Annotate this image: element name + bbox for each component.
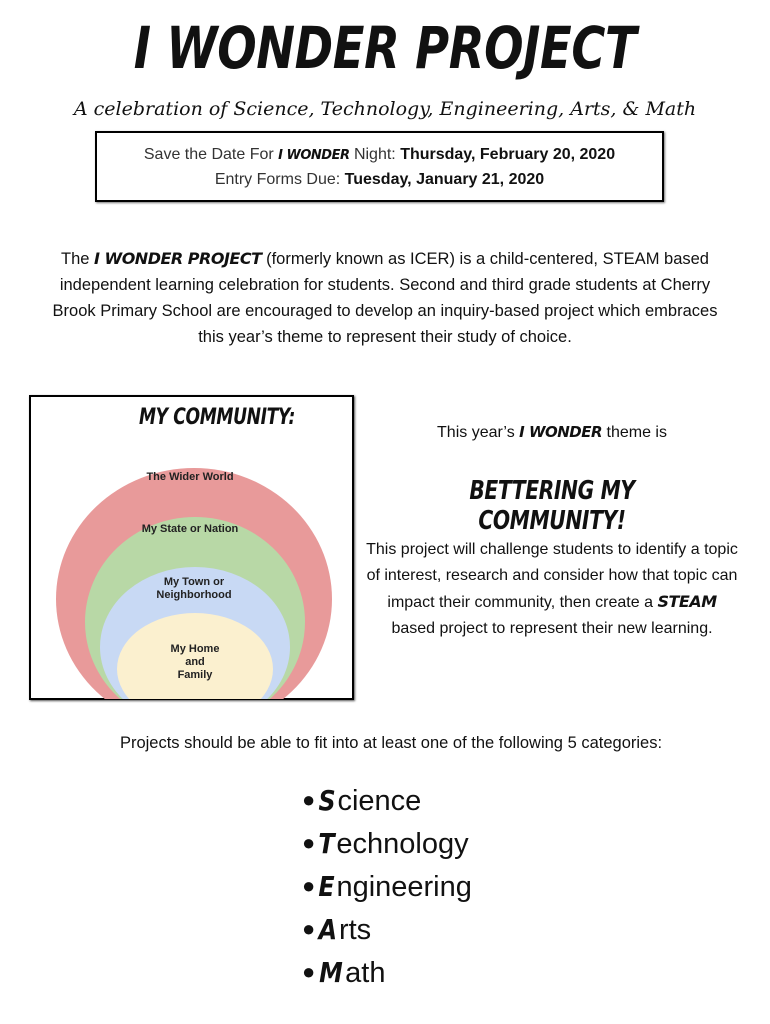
category-rest: cience xyxy=(337,785,422,817)
bullet-icon: ● xyxy=(302,959,316,984)
theme-desc-part1: This project will challenge students to identify a topic of interest, research and consider how that topic can impact their community, then create a xyxy=(366,541,738,611)
intro-text: (formerly known as ICER) is a child-centered, STEAM based independent learning celebration for students. Second and third grade students at Cherry Brook Primary School are encouraged to develop an inquiry-based project which embraces this year’s theme to represent their study of choice. xyxy=(52,250,718,346)
entry-due-prefix: Entry Forms Due: xyxy=(214,171,345,188)
theme-desc-part2: based project to represent their new learning. xyxy=(391,620,713,637)
save-the-date-box xyxy=(95,131,664,202)
event-date-middle: Night: xyxy=(349,146,401,163)
theme-name-text: BETTERING MY COMMUNITY! xyxy=(469,476,635,536)
theme-description xyxy=(366,537,738,642)
event-date-line xyxy=(97,144,662,167)
label-state-nation: My State or Nation xyxy=(141,523,239,535)
subtitle: A celebration of Science, Technology, Engineering, Arts, & Math xyxy=(73,98,697,120)
bullet-icon: ● xyxy=(302,787,316,812)
bullet-icon: ● xyxy=(302,830,316,855)
event-date-prefix: Save the Date For xyxy=(143,146,279,163)
title-text: I WONDER PROJECT xyxy=(133,14,637,82)
theme-intro-brand: I WONDER xyxy=(519,423,603,441)
label-town-1: My Town or xyxy=(163,576,225,588)
category-rest: ath xyxy=(345,957,386,989)
intro-paragraph xyxy=(40,246,730,350)
event-date: Thursday, February 20, 2020 xyxy=(400,146,616,163)
intro-brand: I WONDER PROJECT xyxy=(94,249,262,268)
entry-due-date: Tuesday, January 21, 2020 xyxy=(344,171,545,188)
category-initial: A xyxy=(318,913,338,946)
list-item-science xyxy=(302,778,472,821)
theme-intro xyxy=(370,423,734,442)
page-title xyxy=(0,14,770,82)
community-title xyxy=(117,404,317,430)
category-initial: E xyxy=(318,870,336,903)
categories-list xyxy=(302,778,472,993)
category-rest: echnology xyxy=(336,828,469,860)
category-initial: S xyxy=(318,784,336,817)
label-home-2: and xyxy=(185,656,205,668)
category-initial: M xyxy=(319,956,344,989)
list-item-technology xyxy=(302,821,472,864)
theme-intro-prefix: This year’s xyxy=(437,424,520,441)
nested-circles xyxy=(53,447,333,699)
theme-name xyxy=(370,476,734,536)
intro-prefix: The xyxy=(61,250,95,268)
list-item-math xyxy=(302,950,472,993)
community-diagram xyxy=(29,395,354,700)
list-item-engineering xyxy=(302,864,472,907)
list-item-arts xyxy=(302,907,472,950)
label-wider-world: The Wider World xyxy=(146,471,234,483)
community-title-text: MY COMMUNITY: xyxy=(138,405,295,430)
bullet-icon: ● xyxy=(302,916,316,941)
bullet-icon: ● xyxy=(302,873,316,898)
label-town-2: Neighborhood xyxy=(156,589,232,601)
theme-intro-suffix: theme is xyxy=(602,424,667,441)
category-rest: rts xyxy=(338,914,372,946)
categories-intro: Projects should be able to fit into at least one of the following 5 categories: xyxy=(119,734,663,752)
theme-desc-brand: STEAM xyxy=(657,592,717,611)
category-rest: ngineering xyxy=(336,871,472,903)
label-home-3: Family xyxy=(177,669,213,681)
category-initial: T xyxy=(318,827,335,860)
event-brand: I WONDER xyxy=(278,148,350,163)
entry-due-line xyxy=(97,167,662,193)
label-home-1: My Home xyxy=(170,643,220,655)
